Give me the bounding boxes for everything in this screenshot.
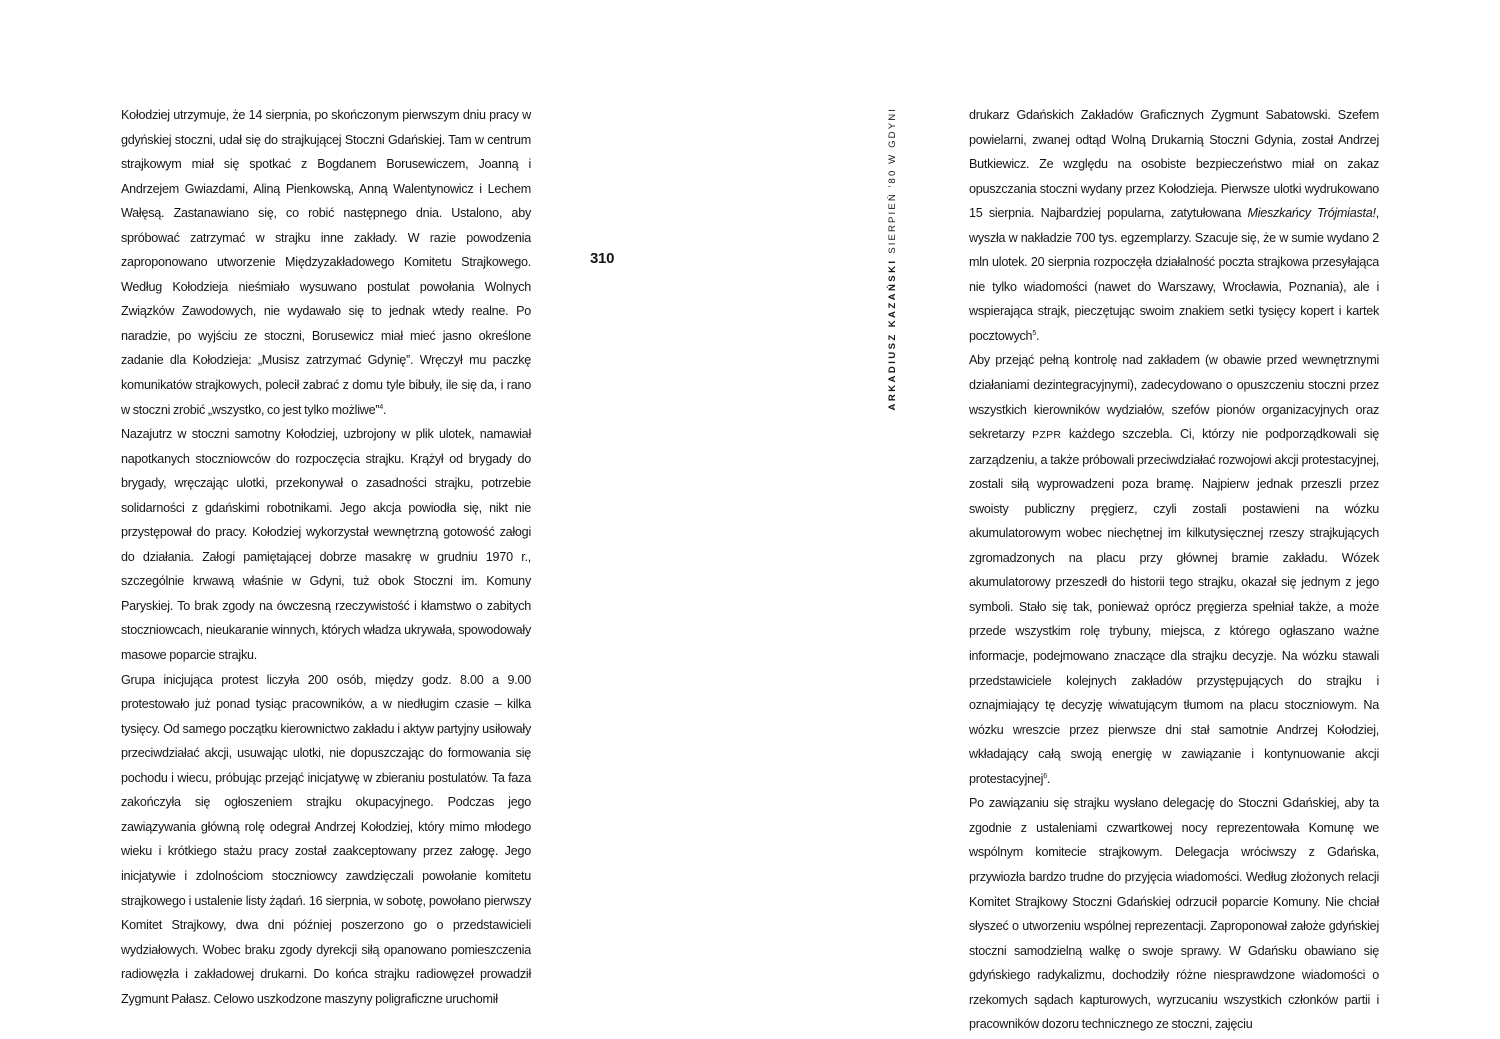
paragraph (121, 668, 531, 1012)
acronym: PZPR (1032, 429, 1062, 442)
paragraph (969, 791, 1379, 1036)
paragraph (969, 103, 1379, 348)
right-page (750, 0, 1500, 1039)
running-head-text (886, 107, 900, 419)
leaflet-title: Mieszkańcy Trójmiasta! (1247, 206, 1376, 221)
paragraph-text: drukarz Gdańskich Zakładów Graficznych Zygmunt Sabatowski. Szefem powielarni, zwanej odtąd Wolną Drukarnią Stoczni Gdynia, został Andrzej Butkiewicz. Ze względu na osobiste bezpieczeństwo miał on zakaz opuszczania stoczni wydany przez Kołodzieja. Pierwsze ulotki wydrukowano 15 sierpnia. Najbardziej popularna, zatytułowana (969, 108, 1379, 221)
footnote-marker: 5 (1032, 329, 1036, 337)
paragraph-text: Kołodziej utrzymuje, że 14 sierpnia, po skończonym pierwszym dniu pracy w gdyńskiej stoczni, udał się do strajkującej Stoczni Gdańskiej. Tam w centrum strajkowym miał się spotkać z Bogdanem Borusewiczem, Joanną i Andrzejem Gwiazdami, Aliną Pienkowską, Anną Walentynowicz i Lechem Wałęsą. Zastanawiano się, co robić następnego dnia. Ustalono, aby spróbować zatrzymać w strajku inne zakłady. W razie powodzenia zaproponowano utworzenie Międzyzakładowego Komitetu Strajkowego. Według Kołodzieja nieśmiało wysuwano postulat powołania Wolnych Związków Zawodowych, nie wydawało się to jednak wtedy realne. Po naradzie, po wyjściu ze stoczni, Borusewicz miał mieć jasno określone zadanie dla Kołodzieja: „Musisz zatrzymać Gdynię”. Wręczył mu paczkę komunikatów strajkowych, polecił zabrać z domu tyle bibuły, ile się da, i rano w stoczni zrobić „wszystko, co jest tylko możliwe” (121, 108, 531, 417)
paragraph-tail: . (1035, 328, 1040, 343)
paragraph-text: , wyszła w nakładzie 700 tys. egzemplarzy. Szacuje się, że w sumie wydano 2 mln ulotek. 20 sierpnia rozpoczęła działalność poczta strajkowa przesyłająca nie tylko wiadomości (nawet do Warszawy, Wrocławia, Poznania), ale i wspierająca strajk, pieczętując swoim znakiem setki tysięcy kopert i kartek pocztowych (969, 206, 1379, 343)
running-head-author: ARKADIUSZ KAZAŃSKI (887, 258, 898, 411)
footnote-marker: 4 (379, 403, 383, 411)
running-head (886, 107, 900, 419)
paragraph-tail: . (382, 402, 387, 417)
paragraph-text: Nazajutrz w stoczni samotny Kołodziej, uzbrojony w plik ulotek, namawiał napotkanych stoczniowców do rozpoczęcia strajku. Krążył od brygady do brygady, wręczając ulotki, przekonywał o zasadności strajku, potrzebie solidarności z gdańskimi robotnikami. Jego akcja powiodła się, nikt nie przystępował do pracy. Kołodziej wykorzystał wewnętrzną gotowość załogi do działania. Załogi pamiętającej dobrze masakrę w grudniu 1970 r., szczególnie krwawą właśnie w Gdyni, tuż obok Stoczni im. Komuny Paryskiej. To brak zgody na ówczesną rzeczywistość i kłamstwo o zabitych stoczniowcach, nieukaranie winnych, których władza ukrywała, spowodowały masowe poparcie strajku. (121, 427, 531, 663)
footnote-marker: 6 (1043, 772, 1047, 780)
right-page-text-column (969, 103, 1379, 1037)
paragraph-text: Aby przejąć pełną kontrolę nad zakładem (w obawie przed wewnętrznymi działaniami dezintegracyjnymi), zadecydowano o opuszczeniu stoczni przez wszystkich kierowników wydziałów, szefów pionów organizacyjnych oraz sekretarzy (969, 353, 1379, 442)
paragraph-text: Po zawiązaniu się strajku wysłano delegację do Stoczni Gdańskiej, aby ta zgodnie z ustaleniami czwartkowej nocy reprezentowała Komunę we wspólnym komitecie strajkowym. Delegacja wróciwszy z Gdańska, przywiozła bardzo trudne do przyjęcia wiadomości. Według złożonych relacji Komitet Strajkowy Stoczni Gdańskiej odrzucił poparcie Komuny. Nie chciał słyszeć o utworzeniu wspólnej reprezentacji. Zaproponował założe gdyńskiej stoczni samodzielną walkę o swoje sprawy. W Gdańsku obawiano się gdyńskiego radykalizmu, dochodziły różne niesprawdzone wiadomości o rzekomych sądach kapturowych, wyrzucaniu wszystkich członków partii i pracowników dozoru technicznego ze stoczni, zajęciu (969, 796, 1379, 1032)
left-page-text-column (121, 103, 531, 1011)
paragraph-tail: . (1046, 771, 1051, 786)
paragraph (121, 103, 531, 422)
paragraph (121, 422, 531, 667)
page-number: 310 (590, 250, 615, 267)
paragraph-text: Grupa inicjująca protest liczyła 200 osób, między godz. 8.00 a 9.00 protestowało już ponad tysiąc pracowników, a w niedługim czasie – kilka tysięcy. Od samego początku kierownictwo zakładu i aktyw partyjny usiłowały przeciwdziałać akcji, usuwając ulotki, nie dopuszczając do formowania się pochodu i wiecu, próbując przejąć inicjatywę w zbieraniu postulatów. Ta faza zakończyła się ogłoszeniem strajku okupacyjnego. Podczas jego zawiązywania główną rolę odegrał Andrzej Kołodziej, który mimo młodego wieku i krótkiego stażu pracy został zaakceptowany przez załogę. Jego inicjatywie i zdolnościom stoczniowcy zawdzięczali powołanie komitetu strajkowego i ustalenie listy żądań. 16 sierpnia, w sobotę, powołano pierwszy Komitet Strajkowy, dwa dni później poszerzono go o przedstawicieli wydziałowych. Wobec braku zgody dyrekcji siłą opanowano pomieszczenia radiowęzła i zakładowej drukarni. Do końca strajku radiowęzeł prowadził Zygmunt Pałasz. Celowo uszkodzone maszyny poligraficzne uruchomił (121, 672, 531, 1006)
paragraph (969, 348, 1379, 791)
running-head-title: SIERPIEŃ '80 W GDYNI (887, 107, 898, 254)
paragraph-text: każdego szczebla. Ci, którzy nie podporządkowali się zarządzeniu, a także próbowali przeciwdziałać rozwojowi akcji protestacyjnej, zostali siłą wyprowadzeni poza bramę. Najpierw jednak przeszli przez swoisty publiczny pręgierz, czyli zostali postawieni na wózku akumulatorowym wobec niechętnej im kilkutysięcznej rzeszy strajkujących zgromadzonych na placu przy głównej bramie zakładu. Wózek akumulatorowy przeszedł do historii tego strajku, okazał się jednym z jego symboli. Stało się tak, ponieważ oprócz pręgierza spełniał także, a może przede wszystkim rolę trybuny, miejsca, z którego ogłaszano ważne informacje, podejmowano znaczące dla strajku decyzje. Na wózku stawali przedstawiciele kolejnych zakładów przystępujących do strajku i oznajmiający tę decyzję wiwatującym tłumom na placu stoczniowym. Na wózku wreszcie przez pierwsze dni stał samotnie Andrzej Kołodziej, wkładający całą swoją energię w zawiązanie i kontynuowanie akcji protestacyjnej (969, 427, 1379, 786)
